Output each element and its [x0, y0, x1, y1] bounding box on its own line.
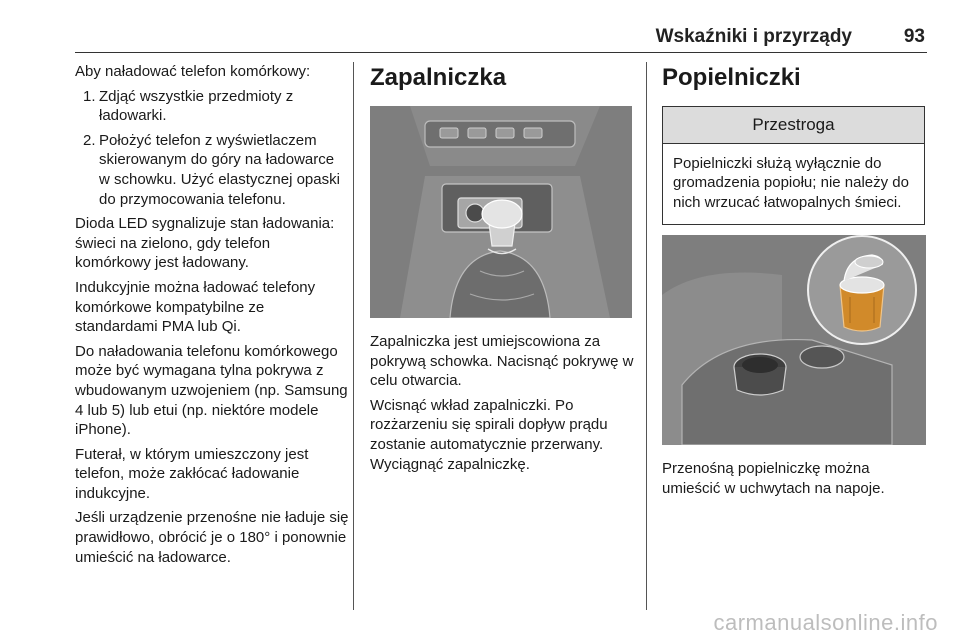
caution-title: Przestroga — [663, 107, 924, 144]
ashtray-caption: Przenośną popielniczkę można umieścić w uchwytach na napoje. — [662, 460, 885, 497]
portable-ashtray-illustration — [662, 235, 926, 445]
column-charging — [75, 62, 349, 572]
watermark: carmanualsonline.info — [713, 610, 938, 635]
charging-steps — [75, 87, 349, 210]
header-title: Wskaźniki i przyrządy — [655, 26, 852, 47]
lighter-heading: Zapalniczka — [370, 64, 507, 91]
caution-box — [662, 106, 925, 225]
charging-step-2 — [75, 131, 349, 209]
ashtrays-heading: Popielniczki — [662, 64, 801, 91]
gear-shifter-illustration — [370, 106, 632, 318]
step-text: Położyć telefon z wyświetlaczem skierowanym do góry na ładowarce w schowku. Użyć elastycznej opaski do przymocowania telefonu. — [99, 131, 340, 208]
column-ashtrays — [662, 62, 926, 504]
rotate-paragraph: Jeśli urządzenie przenośne nie ładuje się prawidłowo, obrócić je o 180° i ponownie umieścić na ładowarce. — [75, 509, 349, 566]
back-cover-paragraph: Do naładowania telefonu komórkowego może być wymagana tylna pokrywa z wbudowanym uzwojeniem (np. Samsung 4 lub 5) lub etui (np. niektóre modele iPhone). — [75, 342, 348, 439]
column-lighter — [370, 62, 634, 479]
page-number: 93 — [903, 26, 925, 47]
step-text: Zdjąć wszystkie przedmioty z ładowarki. — [99, 87, 294, 125]
standards-paragraph: Indukcyjnie można ładować telefony komórkowe kompatybilne ze standardami PMA lub Qi. — [75, 278, 316, 336]
charging-step-1 — [75, 87, 349, 126]
case-paragraph: Futerał, w którym umieszczony jest telefon, może zakłócać ładowanie indukcyjne. — [75, 445, 309, 502]
lighter-location-paragraph: Zapalniczka jest umiejscowiona za pokrywą schowka. Nacisnąć pokrywę w celu otwarcia. — [370, 333, 634, 390]
step-number: 2. — [83, 131, 96, 149]
lighter-usage-paragraph: Wcisnąć wkład zapalniczki. Po rozżarzeniu się spirali dopływ prądu zostanie automatycznie przerwany. Wyciągnąć zapalniczkę. — [370, 396, 608, 473]
step-number: 1. — [83, 87, 96, 105]
caution-text: Popielniczki służą wyłącznie do gromadzenia popiołu; nie należy do nich wrzucać łatwopalnych śmieci. — [673, 154, 909, 211]
page-header — [75, 0, 927, 53]
lighter-illustration — [370, 106, 632, 318]
charging-intro: Aby naładować telefon komórkowy: — [75, 63, 311, 80]
led-paragraph: Dioda LED sygnalizuje stan ładowania: świeci na zielono, gdy telefon komórkowy jest ładowany. — [75, 215, 335, 272]
column-divider-right — [646, 62, 647, 610]
ashtray-illustration — [662, 235, 926, 445]
column-divider-left — [353, 62, 354, 610]
